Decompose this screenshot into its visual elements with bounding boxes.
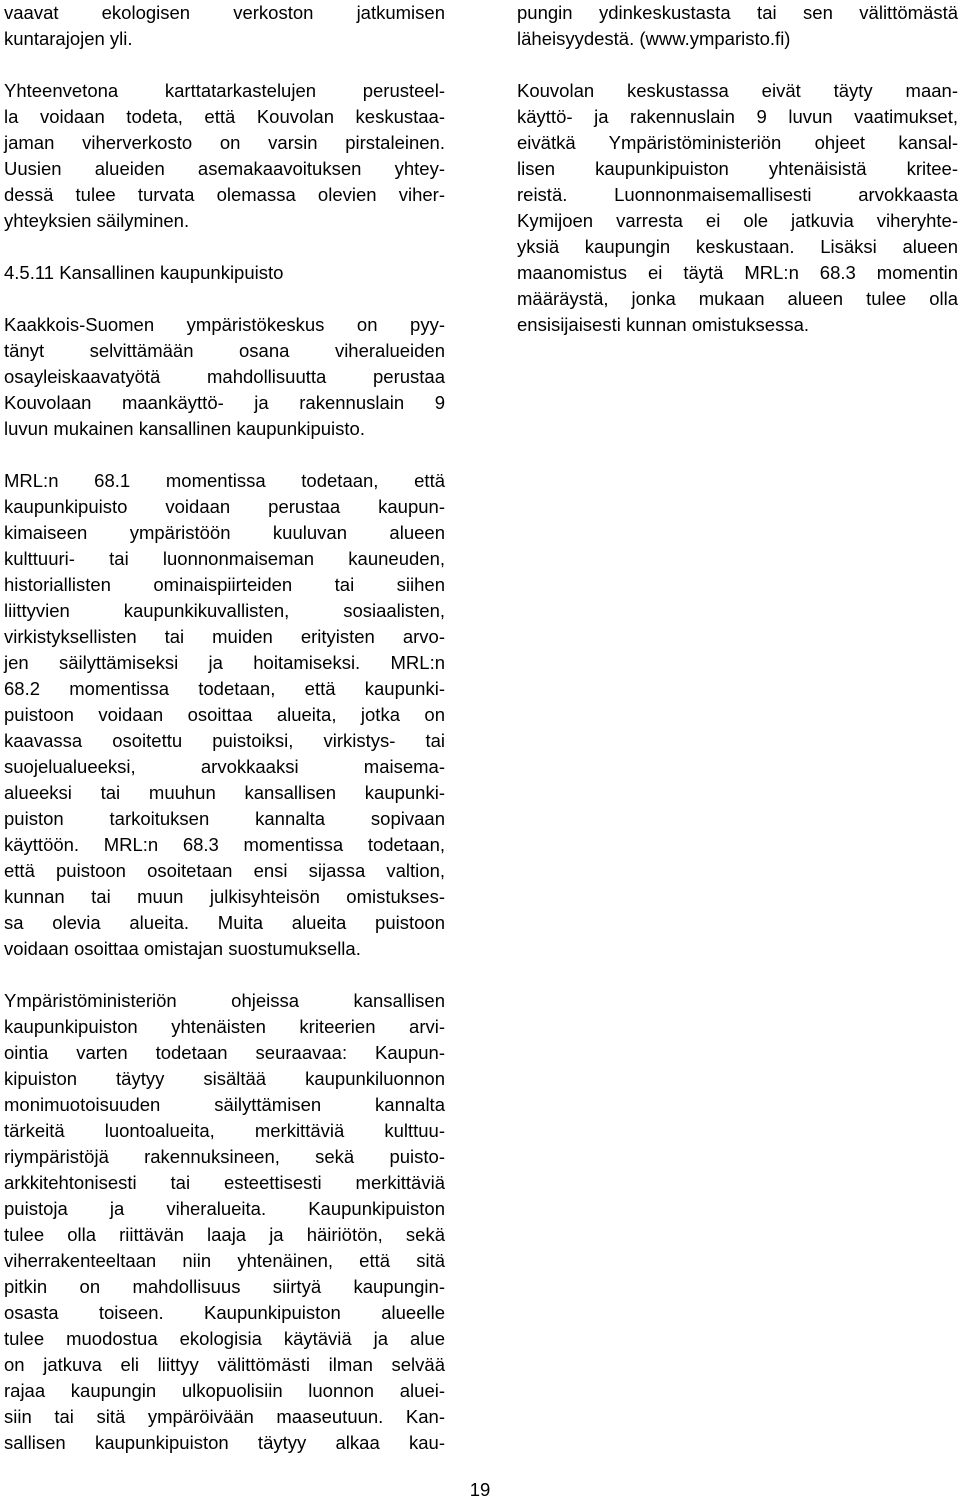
text-line: ensisijaisesti kunnan omistuksessa. [517, 314, 810, 335]
text-line: kaupunkipuiston yhtenäisten kriteerien arvi- [4, 1016, 445, 1037]
right-column [517, 0, 958, 338]
text-line: historiallisten ominaispiirteiden tai siihen [4, 574, 445, 595]
text-line: monimuotoisuuden säilyttämisen kannalta [4, 1094, 445, 1115]
text-line: tulee olla riittävän laaja ja häiriötön, sekä [4, 1224, 445, 1245]
text-line: läheisyydestä. (www.ymparisto.fi) [517, 28, 791, 49]
text-line: määräystä, jonka mukaan alueen tulee olla [517, 288, 958, 309]
criteria-paragraph [4, 988, 445, 1456]
text-line: riympäristöjä rakennuksineen, sekä puisto- [4, 1146, 445, 1167]
text-line: kaavassa osoitettu puistoiksi, virkistys- tai [4, 730, 445, 751]
text-line: osayleiskaavatyötä mahdollisuutta perustaa [4, 366, 445, 387]
text-line: eivätkä Ympäristöministeriön ohjeet kansal- [517, 132, 958, 153]
text-line: voidaan osoittaa omistajan suostumuksella. [4, 938, 361, 959]
text-line: että puistoon osoitetaan ensi sijassa valtion, [4, 860, 445, 881]
continuation-paragraph-right [517, 0, 958, 52]
text-line: luvun mukainen kansallinen kaupunkipuisto. [4, 418, 365, 439]
text-line: lisen kaupunkipuiston yhtenäisistä kritee- [517, 158, 958, 179]
text-line: tärkeitä luontoalueita, merkittäviä kulttuu- [4, 1120, 445, 1141]
page-number: 19 [469, 1479, 491, 1500]
text-line: rajaa kaupungin ulkopuolisiin luonnon aluei- [4, 1380, 445, 1401]
text-line: reistä. Luonnonmaisemallisesti arvokkaasta [517, 184, 958, 205]
summary-paragraph [4, 78, 445, 234]
continuation-paragraph [4, 0, 445, 52]
text-line: käyttöön. MRL:n 68.3 momentissa todetaan, [4, 834, 445, 855]
text-line: Kouvolaan maankäyttö- ja rakennuslain 9 [4, 392, 445, 413]
text-line: arkkitehtonisesti tai esteettisesti merkittäviä [4, 1172, 445, 1193]
text-line: vaavat ekologisen verkoston jatkumisen [4, 2, 445, 23]
text-line: Ympäristöministeriön ohjeissa kansallisen [4, 990, 445, 1011]
text-line: kuntarajojen yli. [4, 28, 133, 49]
text-line: alueeksi tai muuhun kansallisen kaupunki- [4, 782, 445, 803]
text-line: Kymijoen varresta ei ole jatkuvia viheryhte- [517, 210, 958, 231]
text-line: puiston tarkoituksen kannalta sopivaan [4, 808, 445, 829]
text-line: kipuiston täytyy sisältää kaupunkiluonnon [4, 1068, 445, 1089]
text-line: sa olevia alueita. Muita alueita puistoon [4, 912, 445, 933]
text-line: yksiä kaupungin keskustaan. Lisäksi alueen [517, 236, 958, 257]
text-line: Uusien alueiden asemakaavoituksen yhtey- [4, 158, 445, 179]
text-line: MRL:n 68.1 momentissa todetaan, että [4, 470, 445, 491]
text-line: 68.2 momentissa todetaan, että kaupunki- [4, 678, 445, 699]
text-line: kimaiseen ympäristöön kuuluvan alueen [4, 522, 445, 543]
text-line: jaman viherverkosto on varsin pirstaleinen. [4, 132, 445, 153]
text-line: tulee muodostua ekologisia käytäviä ja alue [4, 1328, 445, 1349]
conclusion-paragraph [517, 78, 958, 338]
text-line: dessä tulee turvata olemassa olevien viher- [4, 184, 445, 205]
text-line: suojelualueeksi, arvokkaaksi maisema- [4, 756, 445, 777]
text-line: tänyt selvittämään osana viheralueiden [4, 340, 445, 361]
text-line: osasta toiseen. Kaupunkipuiston alueelle [4, 1302, 445, 1323]
text-line: puistoja ja viheralueita. Kaupunkipuiston [4, 1198, 445, 1219]
intro-paragraph [4, 312, 445, 442]
text-line: la voidaan todeta, että Kouvolan keskustaa- [4, 106, 445, 127]
text-line: siin tai sitä ympäröivään maaseutuun. Kan- [4, 1406, 445, 1427]
text-line: jen säilyttämiseksi ja hoitamiseksi. MRL:n [4, 652, 445, 673]
left-column [4, 0, 445, 1456]
text-line: puistoon voidaan osoittaa alueita, jotka on [4, 704, 445, 725]
text-line: kunnan tai muun julkisyhteisön omistukses- [4, 886, 445, 907]
text-line: viherrakenteeltaan niin yhtenäinen, että sitä [4, 1250, 445, 1271]
text-line: Kaakkois-Suomen ympäristökeskus on pyy- [4, 314, 445, 335]
text-line: virkistyksellisten tai muiden erityisten arvo- [4, 626, 445, 647]
text-line: ointia varten todetaan seuraavaa: Kaupun- [4, 1042, 445, 1063]
text-line: on jatkuva eli liittyy välittömästi ilman selvää [4, 1354, 445, 1375]
text-line: kulttuuri- tai luonnonmaiseman kauneuden, [4, 548, 445, 569]
text-line: maanomistus ei täytä MRL:n 68.3 momentin [517, 262, 958, 283]
section-heading [4, 260, 445, 286]
text-line: sallisen kaupunkipuiston täytyy alkaa kau- [4, 1432, 445, 1453]
text-line: kaupunkipuisto voidaan perustaa kaupun- [4, 496, 445, 517]
text-line: Kouvolan keskustassa eivät täyty maan- [517, 80, 958, 101]
text-line: Yhteenvetona karttatarkastelujen perusteel- [4, 80, 445, 101]
text-line: pungin ydinkeskustasta tai sen välittömästä [517, 2, 958, 23]
text-line: käyttö- ja rakennuslain 9 luvun vaatimukset, [517, 106, 958, 127]
section-heading-text: 4.5.11 Kansallinen kaupunkipuisto [4, 262, 284, 283]
text-line: pitkin on mahdollisuus siirtyä kaupungin- [4, 1276, 445, 1297]
text-line: liittyvien kaupunkikuvallisten, sosiaalisten, [4, 600, 445, 621]
text-line: yhteyksien säilyminen. [4, 210, 190, 231]
mrl-paragraph [4, 468, 445, 962]
